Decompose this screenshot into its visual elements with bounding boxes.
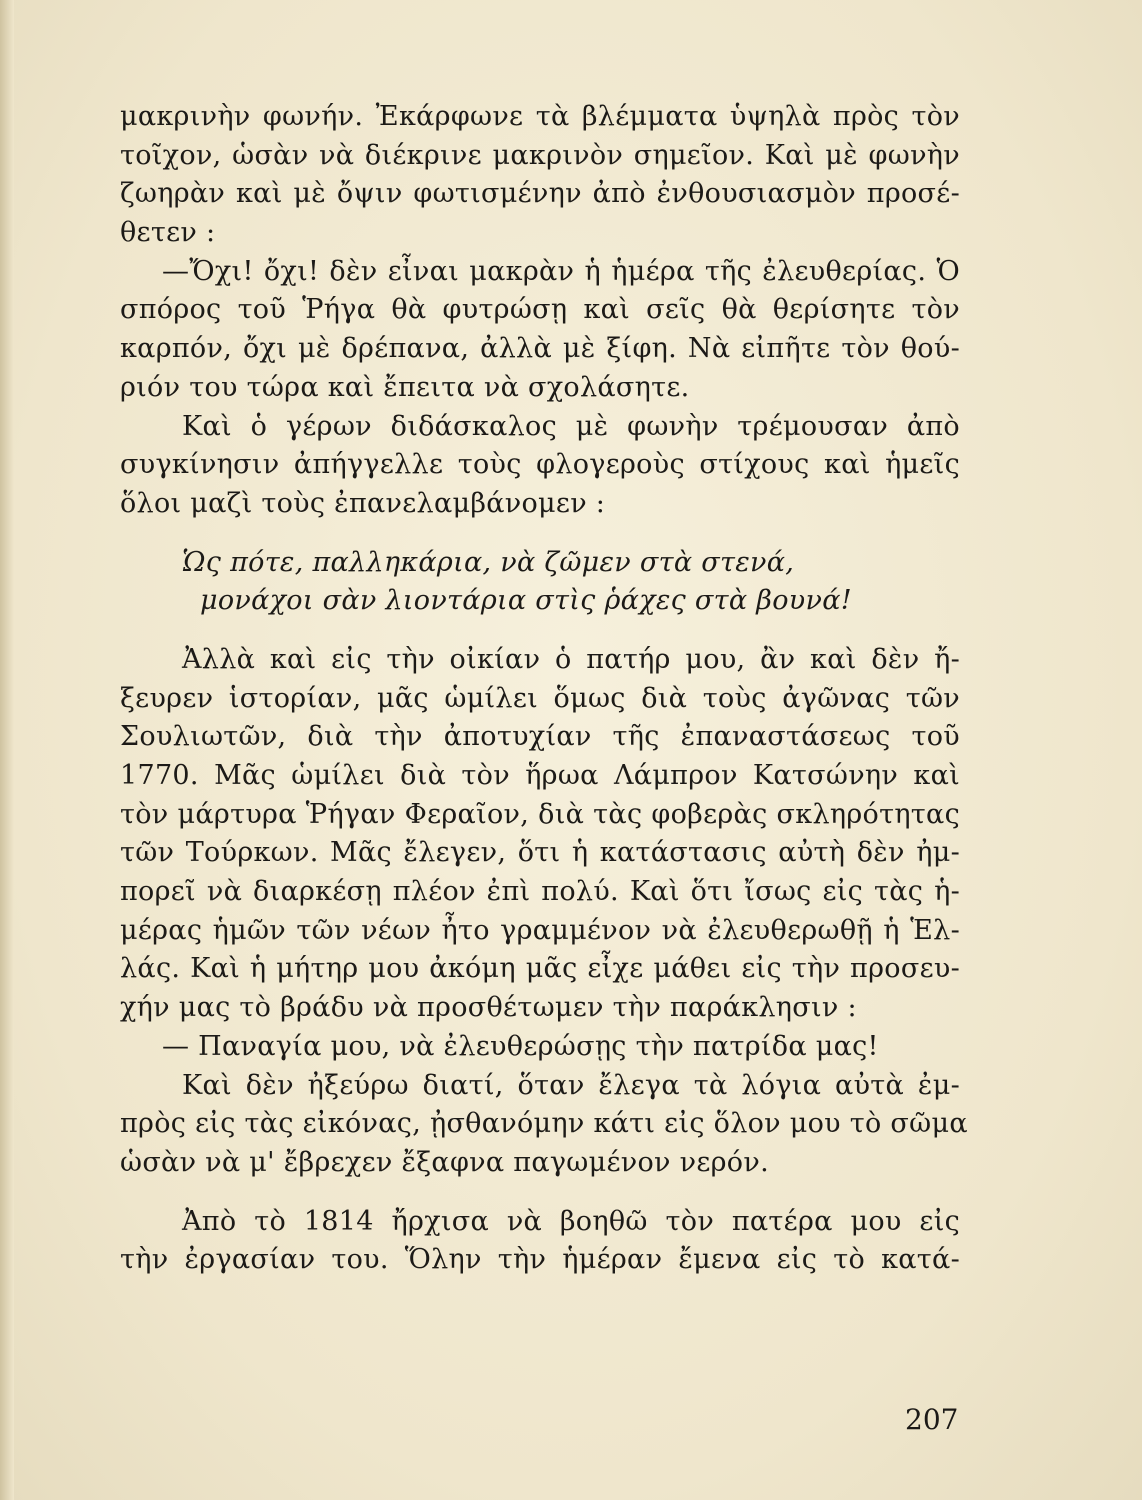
text-line: ὡσὰν νὰ μ' ἔβρεχεν ἔξαφνα παγωμένον νερόν. bbox=[120, 1146, 769, 1178]
text-line: λάς. Καὶ ἡ μήτηρ μου ἀκόμη μᾶς εἶχε μάθει εἰς τὴν προσευ- bbox=[120, 953, 960, 985]
text-line: 1770. Μᾶς ὡμίλει διὰ τὸν ἥρωα Λάμπρον Κατσώνην καὶ bbox=[120, 760, 960, 791]
text-line: πορεῖ νὰ διαρκέσῃ πλέον ἐπὶ πολύ. Καὶ ὅτι ἴσως εἰς τὰς ἡ- bbox=[120, 876, 960, 908]
text-line: συγκίνησιν ἀπήγγελλε τοὺς φλογεροὺς στίχους καὶ ἡμεῖς bbox=[120, 449, 960, 481]
text-line: τὴν ἐργασίαν του. Ὅλην τὴν ἡμέραν ἔμενα εἰς τὸ κατά- bbox=[120, 1244, 960, 1276]
text-line: ριόν του τώρα καὶ ἔπειτα νὰ σχολάσητε. bbox=[120, 371, 690, 403]
text-line: Ἀλλὰ καὶ εἰς τὴν οἰκίαν ὁ πατήρ μου, ἂν καὶ δὲν ἤ- bbox=[182, 643, 960, 675]
page-body bbox=[120, 98, 968, 1280]
spacer bbox=[120, 621, 960, 641]
text-line: μακρινὴν φωνήν. Ἐκάρφωνε τὰ βλέμματα ὑψηλὰ πρὸς τὸν bbox=[120, 101, 960, 132]
book-spine-shadow bbox=[0, 0, 14, 1500]
verse-line: μονάχοι σὰν λιοντάρια στὶς ῥάχες στὰ βουνά! bbox=[200, 585, 852, 617]
spacer bbox=[120, 524, 960, 544]
spacer bbox=[120, 1183, 960, 1203]
text-line: πρὸς εἰς τὰς εἰκόνας, ᾐσθανόμην κάτι εἰς ὅλον μου τὸ σῶμα bbox=[120, 1108, 968, 1140]
text-line: Καὶ ὁ γέρων διδάσκαλος μὲ φωνὴν τρέμουσαν ἀπὸ bbox=[182, 410, 960, 442]
text-line: Καὶ δὲν ἠξεύρω διατί, ὅταν ἔλεγα τὰ λόγια αὐτὰ ἐμ- bbox=[182, 1069, 960, 1101]
verse-line: Ὡς πότε, παλληκάρια, νὰ ζῶμεν στὰ στενά, bbox=[182, 546, 795, 578]
text-line: Ἀπὸ τὸ 1814 ἤρχισα νὰ βοηθῶ τὸν πατέρα μου εἰς bbox=[182, 1205, 960, 1237]
page-number: 207 bbox=[905, 1403, 959, 1436]
text-line: τῶν Τούρκων. Μᾶς ἔλεγεν, ὅτι ἡ κατάστασις αὐτὴ δὲν ἠμ- bbox=[120, 837, 960, 869]
text-line: ὅλοι μαζὶ τοὺς ἐπανελαμβάνομεν : bbox=[120, 487, 606, 519]
text-line: σπόρος τοῦ Ῥήγα θὰ φυτρώσῃ καὶ σεῖς θὰ θερίσητε τὸν bbox=[120, 294, 960, 326]
text-line: τὸν μάρτυρα Ῥήγαν Φεραῖον, διὰ τὰς φοβερὰς σκληρότητας bbox=[120, 798, 960, 830]
text-line: θετεν : bbox=[120, 217, 216, 249]
text-line: μέρας ἡμῶν τῶν νέων ἦτο γραμμένον νὰ ἐλευθερωθῇ ἡ Ἑλ- bbox=[120, 914, 960, 946]
text-line: ζωηρὰν καὶ μὲ ὄψιν φωτισμένην ἀπὸ ἐνθουσιασμὸν προσέ- bbox=[120, 178, 960, 210]
text-line: χήν μας τὸ βράδυ νὰ προσθέτωμεν τὴν παράκλησιν : bbox=[120, 992, 857, 1024]
text-line: καρπόν, ὄχι μὲ δρέπανα, ἀλλὰ μὲ ξίφη. Νὰ εἰπῆτε τὸν θού- bbox=[120, 333, 960, 365]
text-line: — Παναγία μου, νὰ ἐλευθερώσῃς τὴν πατρίδα μας! bbox=[162, 1030, 879, 1062]
text-line: ξευρεν ἱστορίαν, μᾶς ὡμίλει ὅμως διὰ τοὺς ἀγῶνας τῶν bbox=[120, 682, 960, 714]
text-line: Σουλιωτῶν, διὰ τὴν ἀποτυχίαν τῆς ἐπαναστάσεως τοῦ bbox=[120, 721, 960, 753]
text-line: τοῖχον, ὡσὰν νὰ διέκρινε μακρινὸν σημεῖον. Καὶ μὲ φωνὴν bbox=[120, 139, 960, 171]
text-line: —Ὄχι! ὄχι! δὲν εἶναι μακρὰν ἡ ἡμέρα τῆς ἐλευθερίας. Ὁ bbox=[162, 255, 960, 287]
